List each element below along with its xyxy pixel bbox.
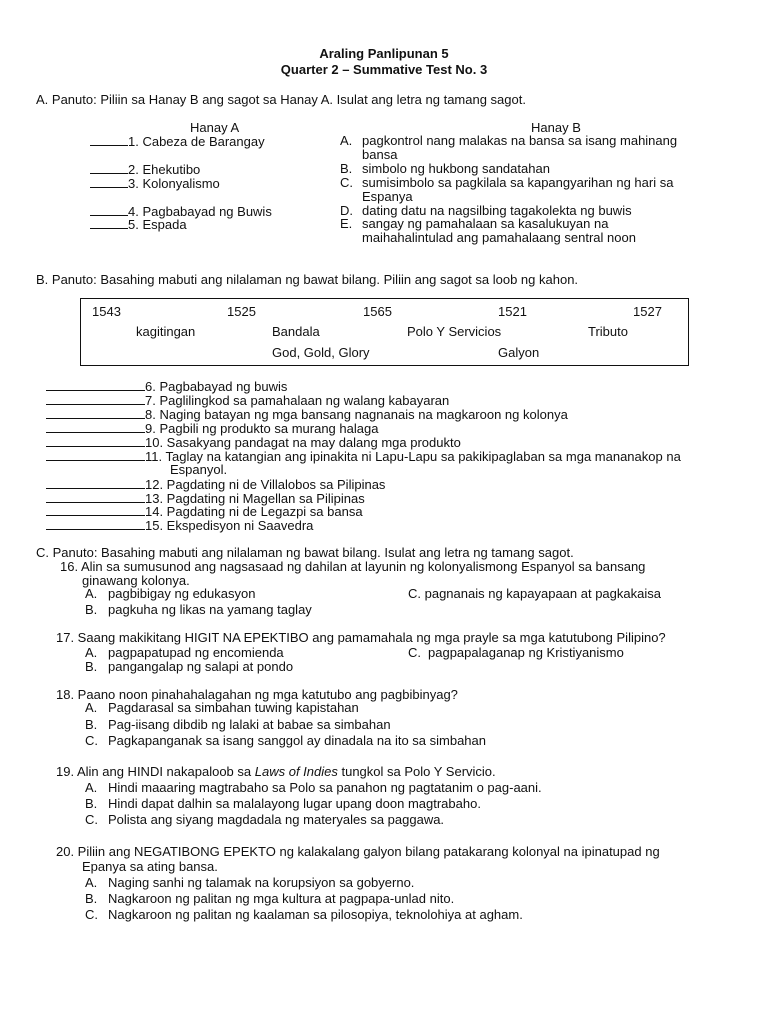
choice-a: Hindi maaaring magtrabaho sa Polo sa panahon ng pagtatanim o pag-aani. (108, 780, 542, 795)
list-item: 4. Pagbabayad ng Buwis (90, 204, 272, 219)
word-bank-item: kagitingan (136, 324, 196, 339)
list-item: 7. Paglilingkod sa pamahalaan ng walang kabayaran (46, 393, 449, 408)
word-bank-item: Polo Y Servicios (407, 324, 502, 339)
answer-blank[interactable] (90, 134, 128, 146)
choice-c: pagpapalaganap ng Kristiyanismo (428, 645, 624, 660)
answer-blank[interactable] (90, 176, 128, 188)
list-item-continuation: bansa (362, 147, 398, 162)
list-item: 1. Cabeza de Barangay (90, 134, 265, 149)
choice-b: Pag-iisang dibdib ng lalaki at babae sa simbahan (108, 717, 391, 732)
choice-letter: C. (85, 907, 98, 922)
list-item: 13. Pagdating ni Magellan sa Pilipinas (46, 491, 365, 506)
answer-blank[interactable] (46, 504, 145, 516)
choice-a: Pagdarasal sa simbahan tuwing kapistahan (108, 700, 359, 715)
list-item: 8. Naging batayan ng mga bansang nagnanais na magkaroon ng kolonya (46, 407, 568, 422)
doc-test-title: Quarter 2 – Summative Test No. 3 (280, 62, 488, 77)
question-17: 17. Saang makikitang HIGIT NA EPEKTIBO ang pamamahala ng mga prayle sa mga katutubong Pilipino? (56, 630, 666, 645)
choice-letter: B. (85, 796, 98, 811)
question-16: 16. Alin sa sumusunod ang nagsasaad ng dahilan at layunin ng kolonyalismong Espanyol sa bansang (60, 559, 646, 574)
question-20: 20. Piliin ang NEGATIBONG EPEKTO ng kalakalang galyon bilang patakarang kolonyal na ipinatupad ng (56, 844, 660, 859)
choice-b: pagkuha ng likas na yamang taglay (108, 602, 312, 617)
choice-letter: B. (85, 891, 98, 906)
hanay-b-heading: Hanay B (531, 120, 581, 135)
choice-c: Nagkaroon ng palitan ng kaalaman sa pilosopiya, teknolohiya at agham. (108, 907, 523, 922)
choice-letter: A. (85, 875, 98, 890)
answer-blank[interactable] (46, 518, 145, 530)
word-bank-item: Galyon (498, 345, 540, 360)
answer-blank[interactable] (90, 217, 128, 229)
list-item: 9. Pagbili ng produkto sa murang halaga (46, 421, 378, 436)
word-bank-item: Bandala (272, 324, 320, 339)
choice-letter: C. (408, 645, 421, 660)
list-item: pagkontrol nang malakas na bansa sa isang mahinang (362, 133, 678, 148)
list-item-letter: B. (340, 161, 353, 176)
list-item-letter: D. (340, 203, 353, 218)
word-bank-item: 1543 (92, 304, 121, 319)
choice-letter: A. (85, 586, 98, 601)
list-item: sangay ng pamahalaan sa kasalukuyan na (362, 216, 609, 231)
choice-a: pagpapatupad ng encomienda (108, 645, 284, 660)
list-item: dating datu na nagsilbing tagakolekta ng buwis (362, 203, 632, 218)
answer-blank[interactable] (46, 449, 145, 461)
choice-letter: B. (85, 717, 98, 732)
list-item-continuation: maihahalintulad ang pamahalaang sentral noon (362, 230, 636, 245)
word-bank-item: 1527 (633, 304, 662, 319)
answer-blank[interactable] (46, 407, 145, 419)
list-item-continuation: Espanyol. (170, 462, 228, 477)
list-item: 3. Kolonyalismo (90, 176, 220, 191)
question-16-cont: ginawang kolonya. (82, 573, 190, 588)
choice-a: Naging sanhi ng talamak na korupsiyon sa gobyerno. (108, 875, 415, 890)
choice-letter: A. (85, 780, 98, 795)
question-20-cont: Epanya sa ating bansa. (82, 859, 218, 874)
choice-c: C. pagnanais ng kapayapaan at pagkakaisa (408, 586, 661, 601)
list-item: simbolo ng hukbong sandatahan (362, 161, 550, 176)
list-item: 5. Espada (90, 217, 187, 232)
answer-blank[interactable] (46, 491, 145, 503)
list-item: 15. Ekspedisyon ni Saavedra (46, 518, 313, 533)
list-item-letter: E. (340, 216, 353, 231)
list-item: 12. Pagdating ni de Villalobos sa Pilipinas (46, 477, 385, 492)
doc-subject: Araling Panlipunan 5 (319, 46, 449, 61)
choice-letter: A. (85, 645, 98, 660)
list-item-letter: A. (340, 133, 353, 148)
answer-blank[interactable] (46, 421, 145, 433)
choice-c: Polista ang siyang magdadala ng materyales sa paggawa. (108, 812, 445, 827)
word-bank-item: God, Gold, Glory (272, 345, 370, 360)
list-item: 10. Sasakyang pandagat na may dalang mga produkto (46, 435, 461, 450)
choice-letter: B. (85, 602, 98, 617)
choice-a: pagbibigay ng edukasyon (108, 586, 256, 601)
hanay-a-heading: Hanay A (190, 120, 240, 135)
choice-letter: A. (85, 700, 98, 715)
choice-c: Pagkapanganak sa isang sanggol ay dinadala na ito sa simbahan (108, 733, 486, 748)
question-19: 19. Alin ang HINDI nakapaloob sa Laws of Indies tungkol sa Polo Y Servicio. (56, 764, 496, 779)
list-item: 6. Pagbabayad ng buwis (46, 379, 287, 394)
laws-of-indies-title: Laws of Indies (254, 764, 338, 779)
answer-blank[interactable] (46, 393, 145, 405)
part-b-instruction: B. Panuto: Basahing mabuti ang nilalaman ng bawat bilang. Piliin ang sagot sa loob ng kahon. (36, 272, 579, 287)
answer-blank[interactable] (90, 162, 128, 174)
list-item: sumisimbolo sa pagkilala sa kapangyarihan ng hari sa (362, 175, 674, 190)
word-bank-item: Tributo (588, 324, 628, 339)
answer-blank[interactable] (46, 379, 145, 391)
word-bank-item: 1525 (227, 304, 256, 319)
list-item-letter: C. (340, 175, 353, 190)
list-item: 2. Ehekutibo (90, 162, 200, 177)
choice-letter: C. (85, 812, 98, 827)
question-18: 18. Paano noon pinahahalagahan ng mga katutubo ang pagbibinyag? (56, 687, 458, 702)
choice-letter: C. (85, 733, 98, 748)
choice-b: pangangalap ng salapi at pondo (108, 659, 294, 674)
word-bank-item: 1565 (363, 304, 392, 319)
choice-b: Nagkaroon ng palitan ng mga kultura at pagpapa-unlad nito. (108, 891, 455, 906)
list-item: 11. Taglay na katangian ang ipinakita ni Lapu-Lapu sa pakikipaglaban sa mga mananakop na (46, 449, 681, 464)
answer-blank[interactable] (90, 204, 128, 216)
choice-letter: B. (85, 659, 98, 674)
part-a-instruction: A. Panuto: Piliin sa Hanay B ang sagot sa Hanay A. Isulat ang letra ng tamang sagot. (36, 92, 526, 107)
answer-blank[interactable] (46, 477, 145, 489)
answer-blank[interactable] (46, 435, 145, 447)
list-item-continuation: Espanya (362, 189, 413, 204)
part-c-instruction: C. Panuto: Basahing mabuti ang nilalaman ng bawat bilang. Isulat ang letra ng tamang sagot. (36, 545, 574, 560)
choice-b: Hindi dapat dalhin sa malalayong lugar upang doon magtrabaho. (108, 796, 481, 811)
word-bank-item: 1521 (498, 304, 527, 319)
list-item: 14. Pagdating ni de Legazpi sa bansa (46, 504, 363, 519)
